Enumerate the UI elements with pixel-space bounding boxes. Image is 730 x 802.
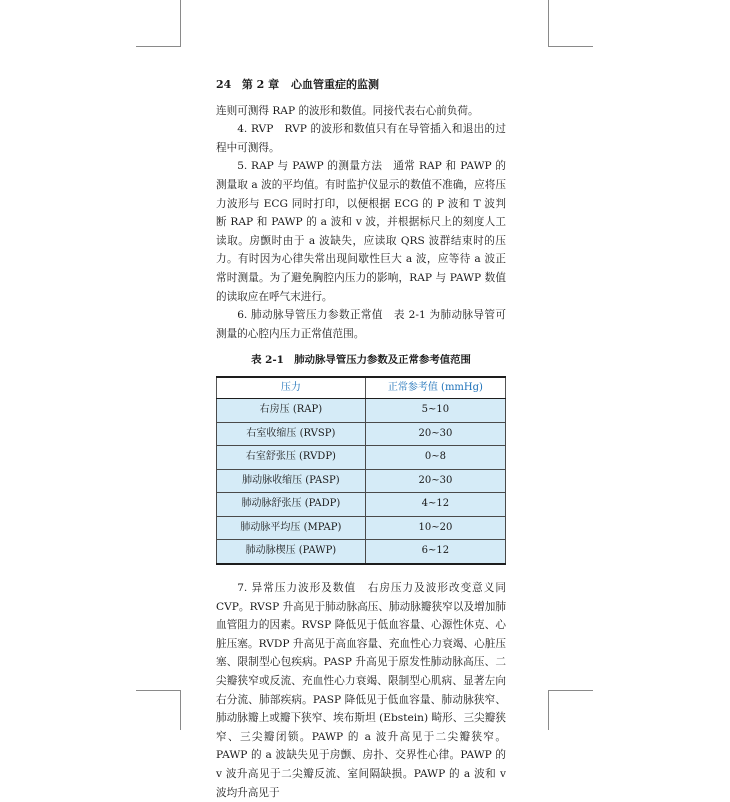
table-row xyxy=(217,469,506,493)
crop-mark xyxy=(180,690,181,730)
reference-value-cell: 20~30 xyxy=(365,469,505,493)
column-header-reference: 正常参考值 (mmHg) xyxy=(365,377,505,399)
pressure-name-cell: 肺动脉舒张压 (PADP) xyxy=(217,493,366,517)
chapter-title: 心血管重症的监测 xyxy=(291,78,380,91)
table-row xyxy=(217,493,506,517)
table-row xyxy=(217,446,506,470)
reference-value-cell: 4~12 xyxy=(365,493,505,517)
body-text-after xyxy=(216,579,506,802)
column-header-pressure: 压力 xyxy=(217,377,366,399)
table-row xyxy=(217,540,506,564)
reference-value-cell: 20~30 xyxy=(365,422,505,446)
table-row xyxy=(217,422,506,446)
paragraph: 7. 异常压力波形及数值 右房压力及波形改变意义同 CVP。RVSP 升高见于肺动脉高压、肺动脉瓣狭窄以及增加肺血管阻力的因素。RVSP 降低见于低血容量、心源性休克、心脏压塞。RVDP 升高见于高血容量、充血性心力衰竭、心脏压塞、限制型心包疾病。PASP 升高见于原发性肺动脉高压、二尖瓣狭窄或反流、充血性心力衰竭、限制型心肌病、显著左向右分流、肺部疾病。PASP 降低见于低血容量、肺动脉狭窄、肺动脉瓣上或瓣下狭窄、埃布斯坦 (Ebstein) 畸形、三尖瓣狭窄、三尖瓣闭锁。PAWP 的 a 波升高见于二尖瓣狭窄。PAWP 的 a 波缺失见于房颤、房扑、交界性心律。PAWP 的 v 波升高见于二尖瓣反流、室间隔缺损。PAWP 的 a 波和 v 波均升高见于 xyxy=(216,582,506,799)
reference-value-cell: 6~12 xyxy=(365,540,505,564)
running-header xyxy=(216,76,506,95)
table-header-row xyxy=(217,377,506,399)
page-number: 24 xyxy=(216,78,232,91)
crop-mark xyxy=(136,46,181,47)
pressure-name-cell: 肺动脉楔压 (PAWP) xyxy=(217,540,366,564)
crop-mark xyxy=(548,690,593,691)
book-page xyxy=(216,76,506,802)
reference-value-cell: 5~10 xyxy=(365,398,505,422)
table-row xyxy=(217,398,506,422)
crop-mark xyxy=(548,0,549,46)
table-row xyxy=(217,516,506,540)
crop-mark xyxy=(180,0,181,46)
pressure-name-cell: 右室舒张压 (RVDP) xyxy=(217,446,366,470)
chapter-number: 第 2 章 xyxy=(241,78,280,91)
pressure-name-cell: 右室收缩压 (RVSP) xyxy=(217,422,366,446)
pressure-name-cell: 肺动脉平均压 (MPAP) xyxy=(217,516,366,540)
paragraph: 6. 肺动脉导管压力参数正常值 表 2-1 为肺动脉导管可测量的心腔内压力正常值范围。 xyxy=(216,309,506,340)
pressure-name-cell: 肺动脉收缩压 (PASP) xyxy=(217,469,366,493)
body-text-before xyxy=(216,102,506,344)
crop-mark xyxy=(548,46,593,47)
crop-mark xyxy=(136,690,181,691)
table-caption: 表 2-1 肺动脉导管压力参数及正常参考值范围 xyxy=(251,354,471,367)
pressure-table xyxy=(216,376,506,565)
reference-value-cell: 10~20 xyxy=(365,516,505,540)
reference-value-cell: 0~8 xyxy=(365,446,505,470)
table-body xyxy=(217,398,506,564)
paragraph: 5. RAP 与 PAWP 的测量方法 通常 RAP 和 PAWP 的测量取 a 波的平均值。有时监护仪显示的数值不准确，应将压力波形与 ECG 同时打印，以便根据 ECG 的 P 波和 T 波判断 RAP 和 PAWP 的 a 波和 v 波，并根据标尺上的刻度人工读取。房颤时由于 a 波缺失，应读取 QRS 波群结束时的压力。有时因为心律失常出现间歇性巨大 a 波，应等待 a 波正常时测量。为了避免胸腔内压力的影响，RAP 与 PAWP 数值的读取应在呼气末进行。 xyxy=(216,160,506,303)
crop-mark xyxy=(548,690,549,730)
paragraph: 连则可测得 RAP 的波形和数值。同接代表右心前负荷。 xyxy=(216,104,479,117)
pressure-name-cell: 右房压 (RAP) xyxy=(217,398,366,422)
paragraph: 4. RVP RVP 的波形和数值只有在导管插入和退出的过程中可测得。 xyxy=(216,123,506,154)
